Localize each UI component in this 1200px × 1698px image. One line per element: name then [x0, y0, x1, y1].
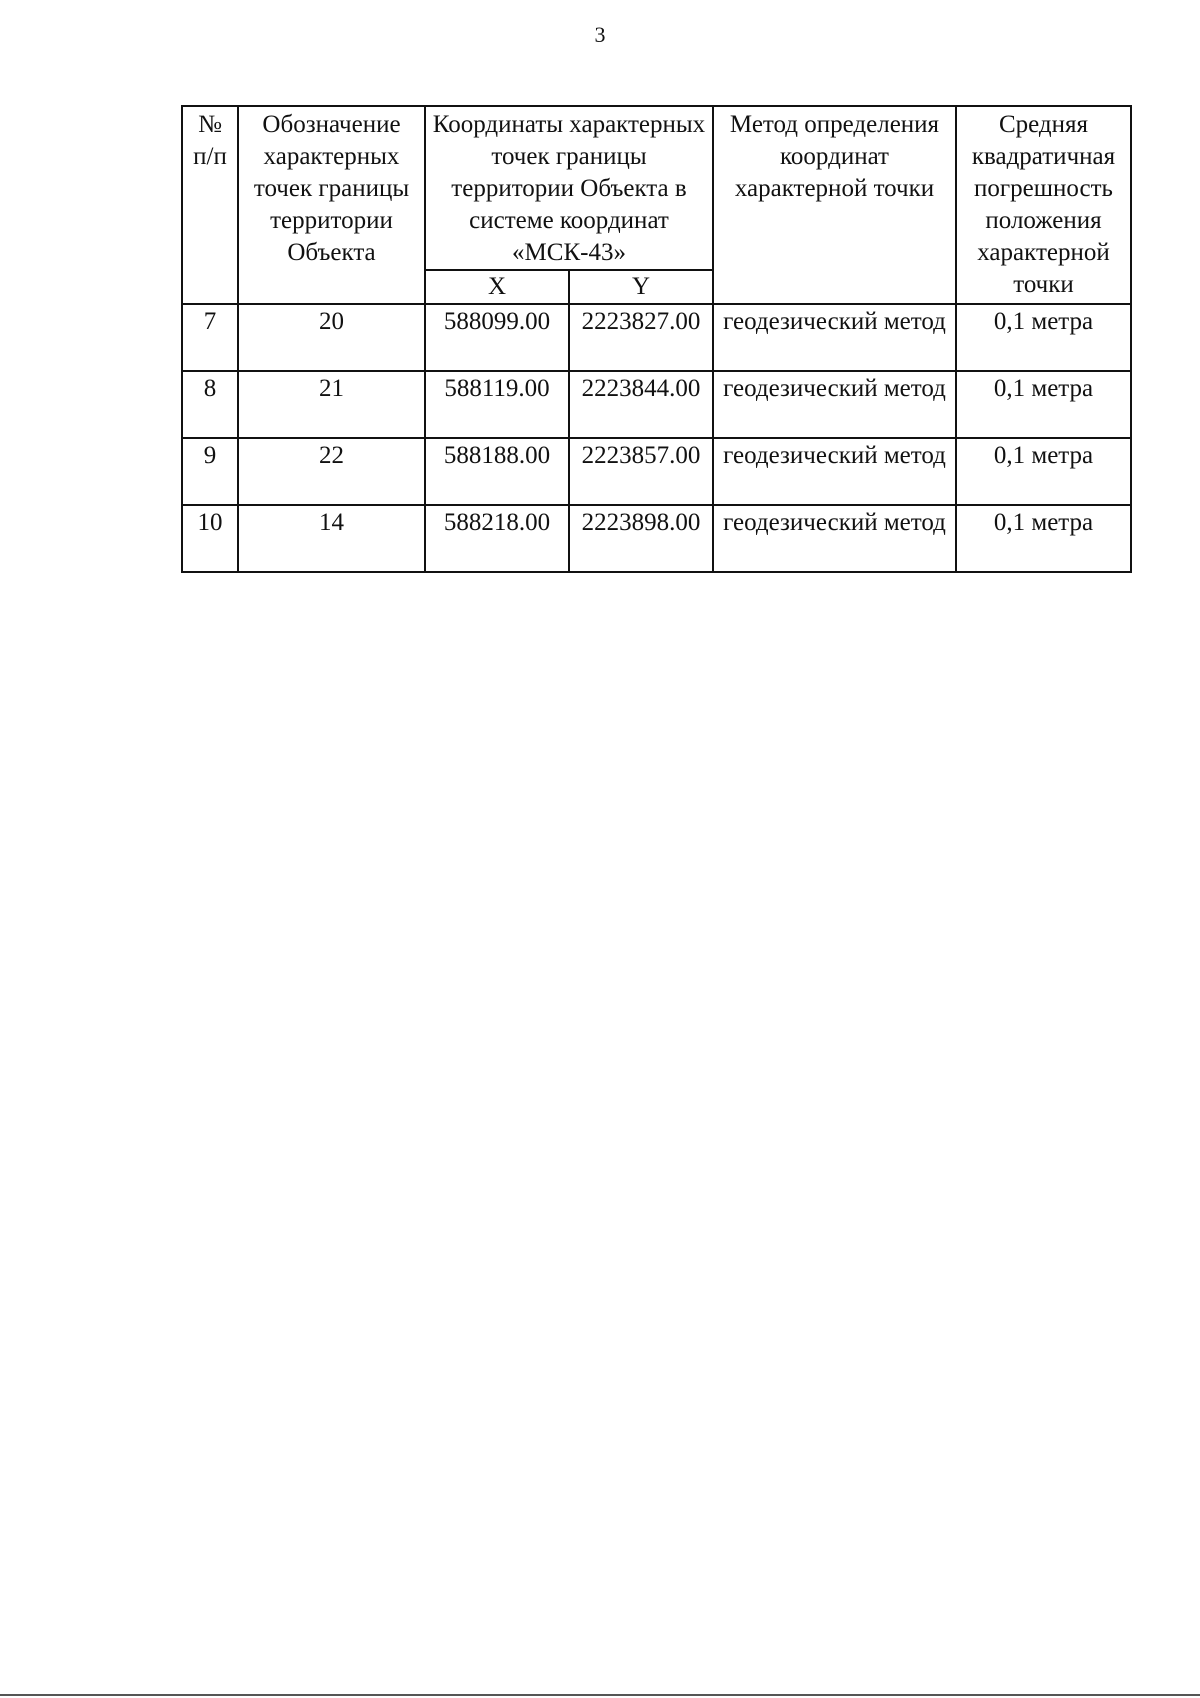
cell-x: 588188.00 — [425, 438, 569, 505]
header-num: № п/п — [182, 106, 238, 304]
header-x: X — [425, 270, 569, 304]
cell-num: 8 — [182, 371, 238, 438]
cell-y: 2223857.00 — [569, 438, 713, 505]
table-row — [182, 438, 1131, 505]
header-y: Y — [569, 270, 713, 304]
header-designation: Обозначение характерных точек границы территории Объекта — [238, 106, 425, 304]
cell-designation: 14 — [238, 505, 425, 572]
header-coordinates: Координаты характерных точек границы территории Объекта в системе координат «МСК-43» — [425, 106, 713, 270]
cell-num: 9 — [182, 438, 238, 505]
cell-designation: 20 — [238, 304, 425, 371]
cell-designation: 22 — [238, 438, 425, 505]
cell-method: геодезический метод — [713, 304, 956, 371]
scan-edge-divider — [0, 1694, 1200, 1696]
cell-y: 2223898.00 — [569, 505, 713, 572]
cell-method: геодезический метод — [713, 505, 956, 572]
cell-designation: 21 — [238, 371, 425, 438]
cell-error: 0,1 метра — [956, 304, 1131, 371]
cell-num: 7 — [182, 304, 238, 371]
table-row — [182, 505, 1131, 572]
cell-x: 588099.00 — [425, 304, 569, 371]
coordinates-table — [181, 105, 1132, 573]
cell-x: 588218.00 — [425, 505, 569, 572]
cell-y: 2223827.00 — [569, 304, 713, 371]
page-number: 3 — [594, 22, 606, 47]
cell-y: 2223844.00 — [569, 371, 713, 438]
cell-error: 0,1 метра — [956, 371, 1131, 438]
cell-error: 0,1 метра — [956, 438, 1131, 505]
header-error: Средняя квадратичная погрешность положения характерной точки — [956, 106, 1131, 304]
cell-num: 10 — [182, 505, 238, 572]
cell-x: 588119.00 — [425, 371, 569, 438]
cell-error: 0,1 метра — [956, 505, 1131, 572]
header-method: Метод определения координат характерной точки — [713, 106, 956, 304]
table-row — [182, 304, 1131, 371]
cell-method: геодезический метод — [713, 371, 956, 438]
cell-method: геодезический метод — [713, 438, 956, 505]
table-row — [182, 371, 1131, 438]
